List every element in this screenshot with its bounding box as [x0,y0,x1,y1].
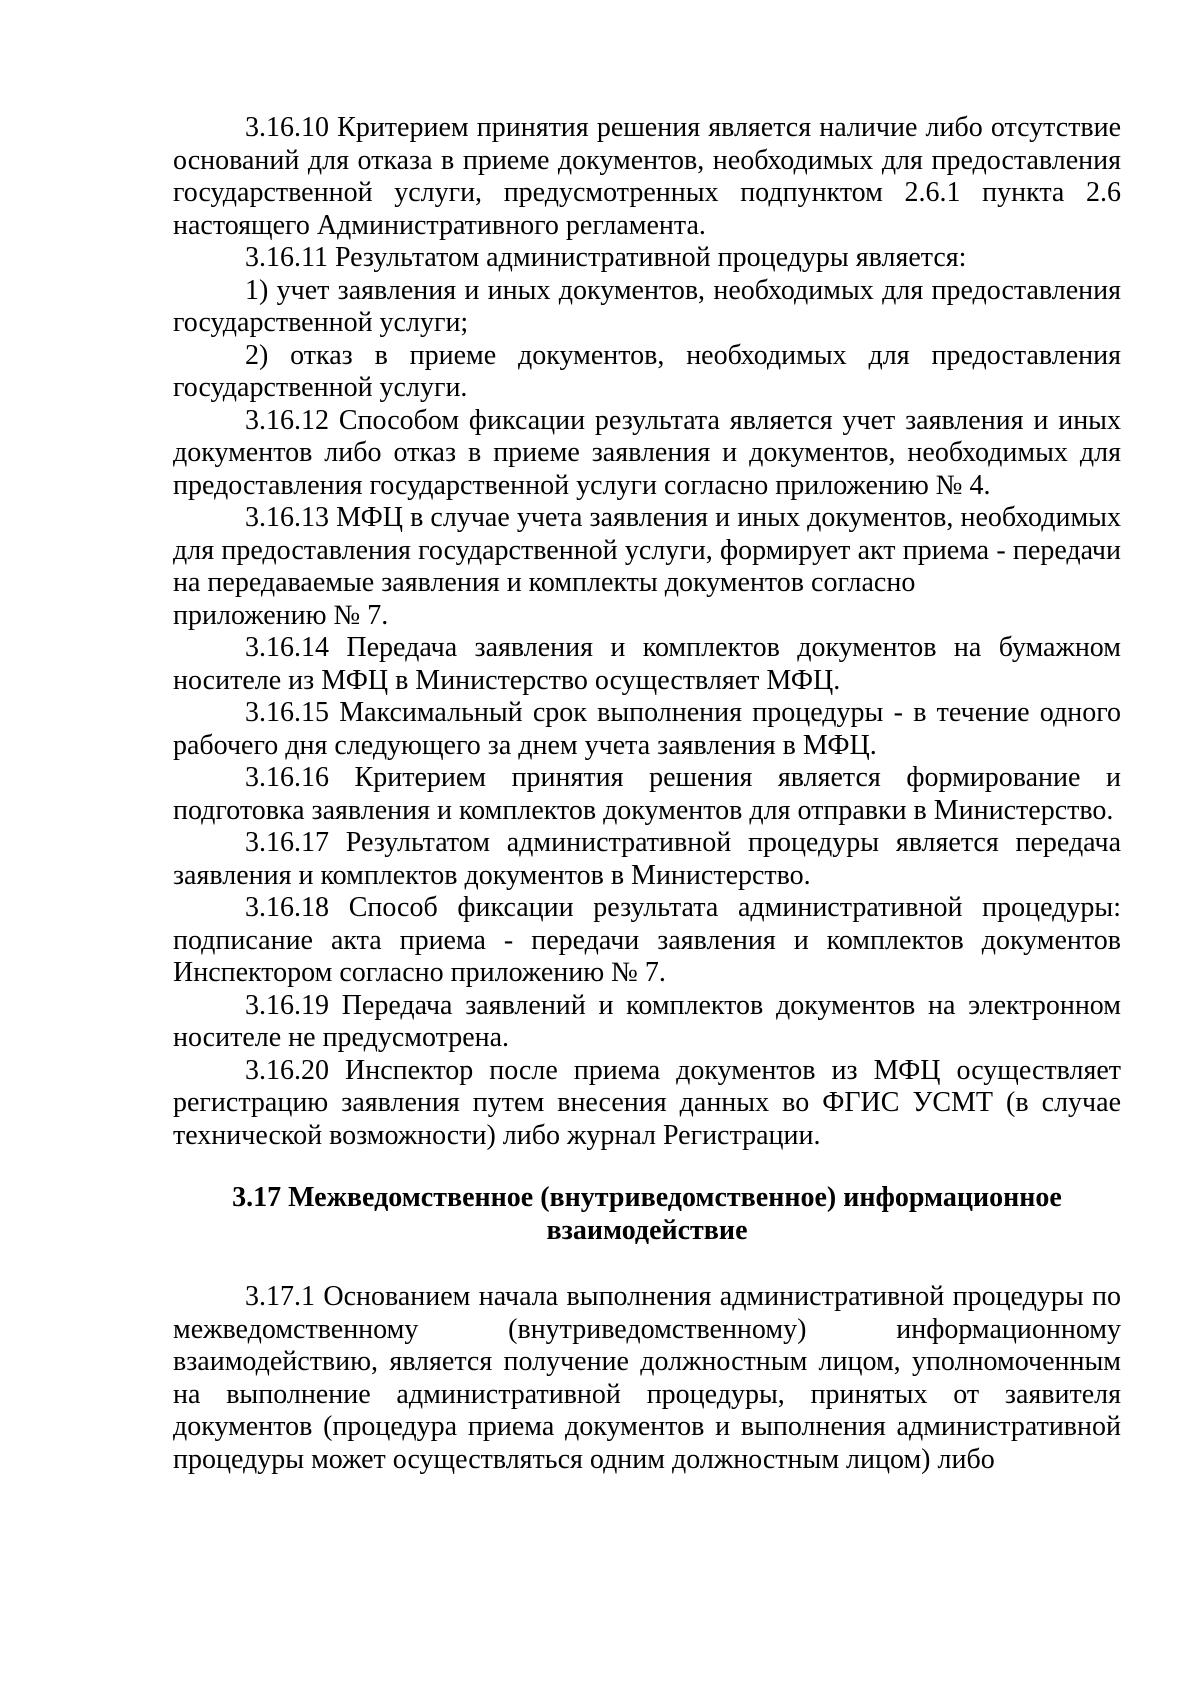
section-heading-line-2: взаимодействие [546,1214,748,1246]
list-item-2: 2) отказ в приеме документов, необходимых для предоставления государственной услуги. [173,339,1121,403]
paragraph-3-16-19: 3.16.19 Передача заявлений и комплектов документов на электронном носителе не предусмотрена. [173,989,1121,1053]
paragraph-3-16-20: 3.16.20 Инспектор после приема документов из МФЦ осуществляет регистрацию заявления путем внесения данных во ФГИС УСМТ (в случае технической возможности) либо журнал Регистрации. [173,1054,1121,1151]
list-item-1: 1) учет заявления и иных документов, необходимых для предоставления государственной услуги; [173,274,1121,338]
paragraph-3-17-1: 3.17.1 Основанием начала выполнения административной процедуры по межведомственному (внутриведомственному) информационному взаимодействию, является получение должностным лицом, уполномоченным на выполнение административной процедуры, принятых от заявителя документов (процедура приема документов и выполнения административной процедуры может осуществляться одним должностным лицом) либо [173,1281,1121,1475]
paragraph-3-16-17: 3.16.17 Результатом административной процедуры является передача заявления и комплектов документов в Министерство. [173,827,1121,891]
paragraph-3-16-14: 3.16.14 Передача заявления и комплектов документов на бумажном носителе из МФЦ в Министерство осуществляет МФЦ. [173,632,1121,696]
paragraph-3-16-11: 3.16.11 Результатом административной процедуры является: [245,242,967,273]
section-heading-3-17 [173,1182,1121,1247]
paragraph-3-16-15: 3.16.15 Максимальный срок выполнения процедуры - в течение одного рабочего дня следующего за днем учета заявления в МФЦ. [173,697,1121,761]
paragraph-3-16-10: 3.16.10 Критерием принятия решения является наличие либо отсутствие оснований для отказа в приеме документов, необходимых для предоставления государственной услуги, предусмотренных подпунктом 2.6.1 пункта 2.6 настоящего Административного регламента. [173,112,1121,241]
paragraph-3-16-13: 3.16.13 МФЦ в случае учета заявления и иных документов, необходимых для предоставления государственной услуги, формирует акт приема - передачи на передаваемые заявления и комплекты документов согласно [173,502,1121,598]
paragraph-3-16-18: 3.16.18 Способ фиксации результата административной процедуры: подписание акта приема - передачи заявления и комплектов документов Инспектором согласно приложению № 7. [173,892,1121,988]
paragraph-3-16-16: 3.16.16 Критерием принятия решения является формирование и подготовка заявления и комплектов документов для отправки в Министерство. [173,762,1121,826]
document-body [173,112,1121,1476]
section-heading-line-1: 3.17 Межведомственное (внутриведомственное) информационное [232,1182,1062,1213]
paragraph-3-16-13-continuation: приложению № 7. [173,599,389,631]
paragraph-3-16-12: 3.16.12 Способом фиксации результата является учет заявления и иных документов либо отказ в приеме заявления и документов, необходимых для предоставления государственной услуги согласно приложению № 4. [173,404,1121,501]
